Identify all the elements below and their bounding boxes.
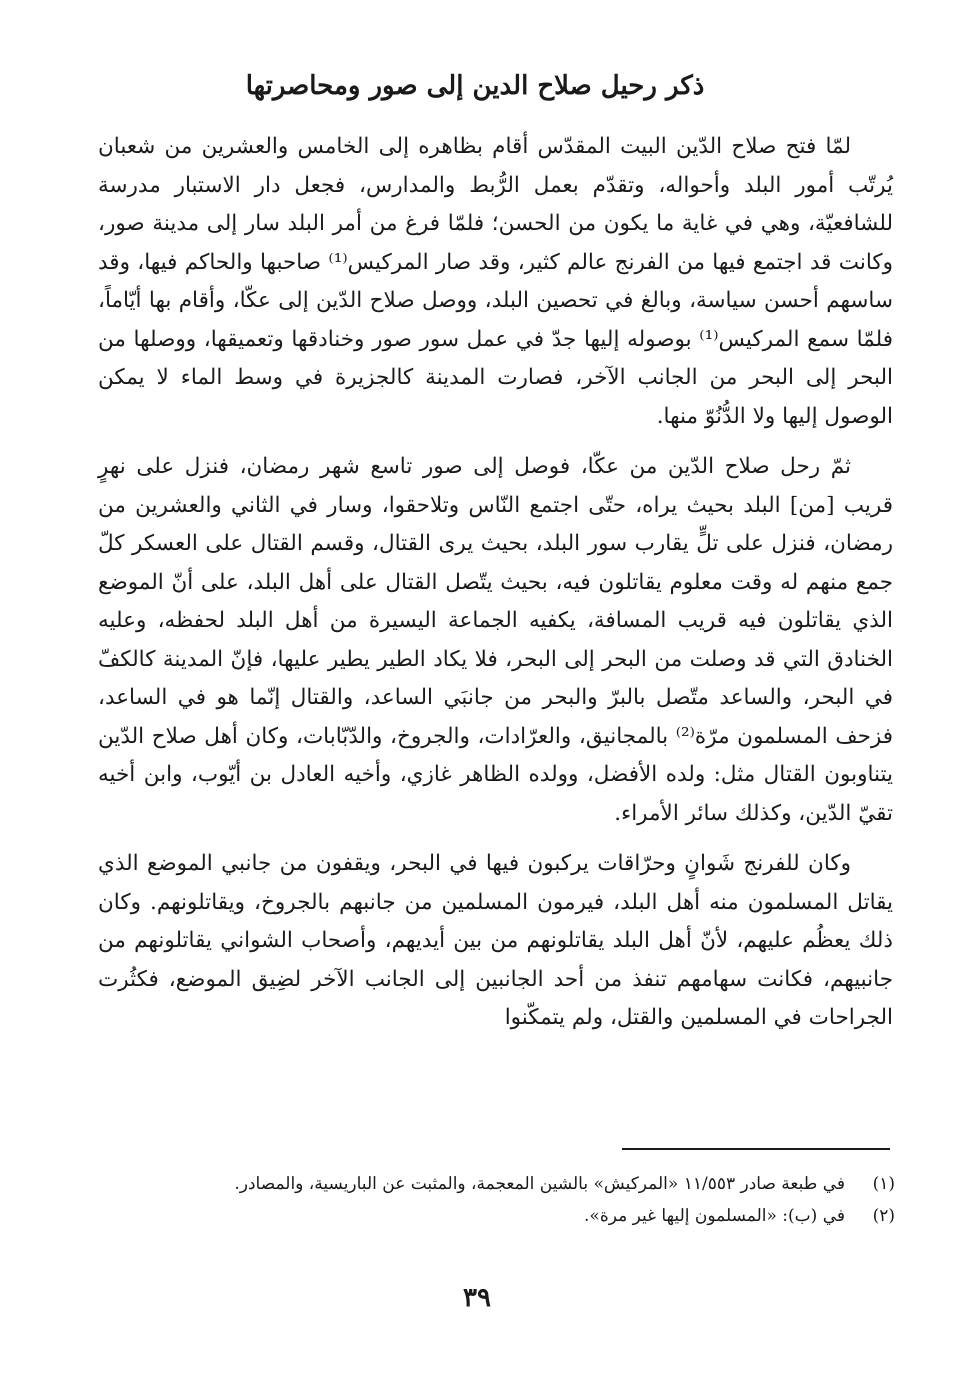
footnotes [120, 1168, 895, 1232]
body-text [98, 128, 893, 1050]
footnote-text: في طبعة صادر ١١/٥٥٣ «المركيش» بالشين المعجمة، والمثبت عن الباريسية، والمصادر. [234, 1174, 845, 1194]
footnote-divider [622, 1148, 890, 1150]
footnote-number: (٢) [872, 1206, 895, 1226]
chapter-heading: ذكر رحيل صلاح الدين إلى صور ومحاصرتها [245, 71, 705, 101]
page-number: ٣٩ [463, 1283, 491, 1313]
footnote-text: في (ب): «المسلمون إليها غير مرة». [584, 1206, 845, 1226]
footnote-1 [120, 1168, 895, 1200]
footnote-number: (١) [872, 1174, 895, 1194]
paragraph-2: ثمّ رحل صلاح الدّين من عكّا، فوصل إلى صور تاسع شهر رمضان، فنزل على نهرٍ قريب [من] البلد بحيث يراه، حتّى اجتمع النّاس وتلاحقوا، وسار في الثاني والعشرين من رمضان، فنزل على تلٍّ يقارب سور البلد، بحيث يرى القتال، وقسم القتال على العسكر كلّ جمع منهم له وقت معلوم يقاتلون فيه، بحيث يتّصل القتال على أهل البلد، على أنّ الموضع الذي يقاتلون فيه قريب المسافة، يكفيه الجماعة اليسيرة من أهل البلد لحفظه، وعليه الخنادق التي قد وصلت من البحر إلى البحر، فلا يكاد الطير يطير عليها، فإنّ المدينة كالكفّ في البحر، والساعد متّصل بالبرّ والبحر من جانبَي الساعد، والقتال إنّما هو في الساعد، فزحف المسلمون مرّة⁽²⁾ بالمجانيق، والعرّادات، والجروخ، والدّبّابات، وكان أهل صلاح الدّين يتناوبون القتال مثل: ولده الأفضل، وولده الظاهر غازي، وأخيه العادل بن أيّوب، وابن أخيه تقيّ الدّين، وكذلك سائر الأمراء. [98, 454, 894, 826]
paragraph-3: وكان للفرنج شَوانٍ وحرّاقات يركبون فيها في البحر، ويقفون من جانبي الموضع الذي يقاتل المسلمون منه أهل البلد، فيرمون المسلمين من جانبهم بالجروخ، ويقاتلونهم. وكان ذلك يعظُم عليهم، لأنّ أهل البلد يقاتلونهم من بين أيديهم، وأصحاب الشواني يقاتلونهم من جانبيهم، فكانت سهامهم تنفذ من أحد الجانبين إلى الجانب الآخر لضِيق الموضع، فكثُرت الجراحات في المسلمين والقتل، ولم يتمكّنوا [98, 851, 893, 1030]
footnote-2 [120, 1200, 895, 1232]
paragraph-1: لمّا فتح صلاح الدّين البيت المقدّس أقام بظاهره إلى الخامس والعشرين من شعبان يُرتّب أمور البلد وأحواله، وتقدّم بعمل الرُّبط والمدارس، فجعل دار الاستبار مدرسة للشافعيّة، وهي في غاية ما يكون من الحسن؛ فلمّا فرغ من أمر البلد سار إلى مدينة صور، وكانت قد اجتمع فيها من الفرنج عالم كثير، وقد صار المركيس⁽¹⁾ صاحبها والحاكم فيها، وقد ساسهم أحسن سياسة، وبالغ في تحصين البلد، ووصل صلاح الدّين إلى عكّا، وأقام بها أيّاماً، فلمّا سمع المركيس⁽¹⁾ بوصوله إليها جدّ في عمل سور صور وخنادقها وتعميقها، ووصلها من البحر إلى البحر من الجانب الآخر، فصارت المدينة كالجزيرة في وسط الماء لا يمكن الوصول إليها ولا الدُّنُوّ منها. [98, 134, 894, 429]
